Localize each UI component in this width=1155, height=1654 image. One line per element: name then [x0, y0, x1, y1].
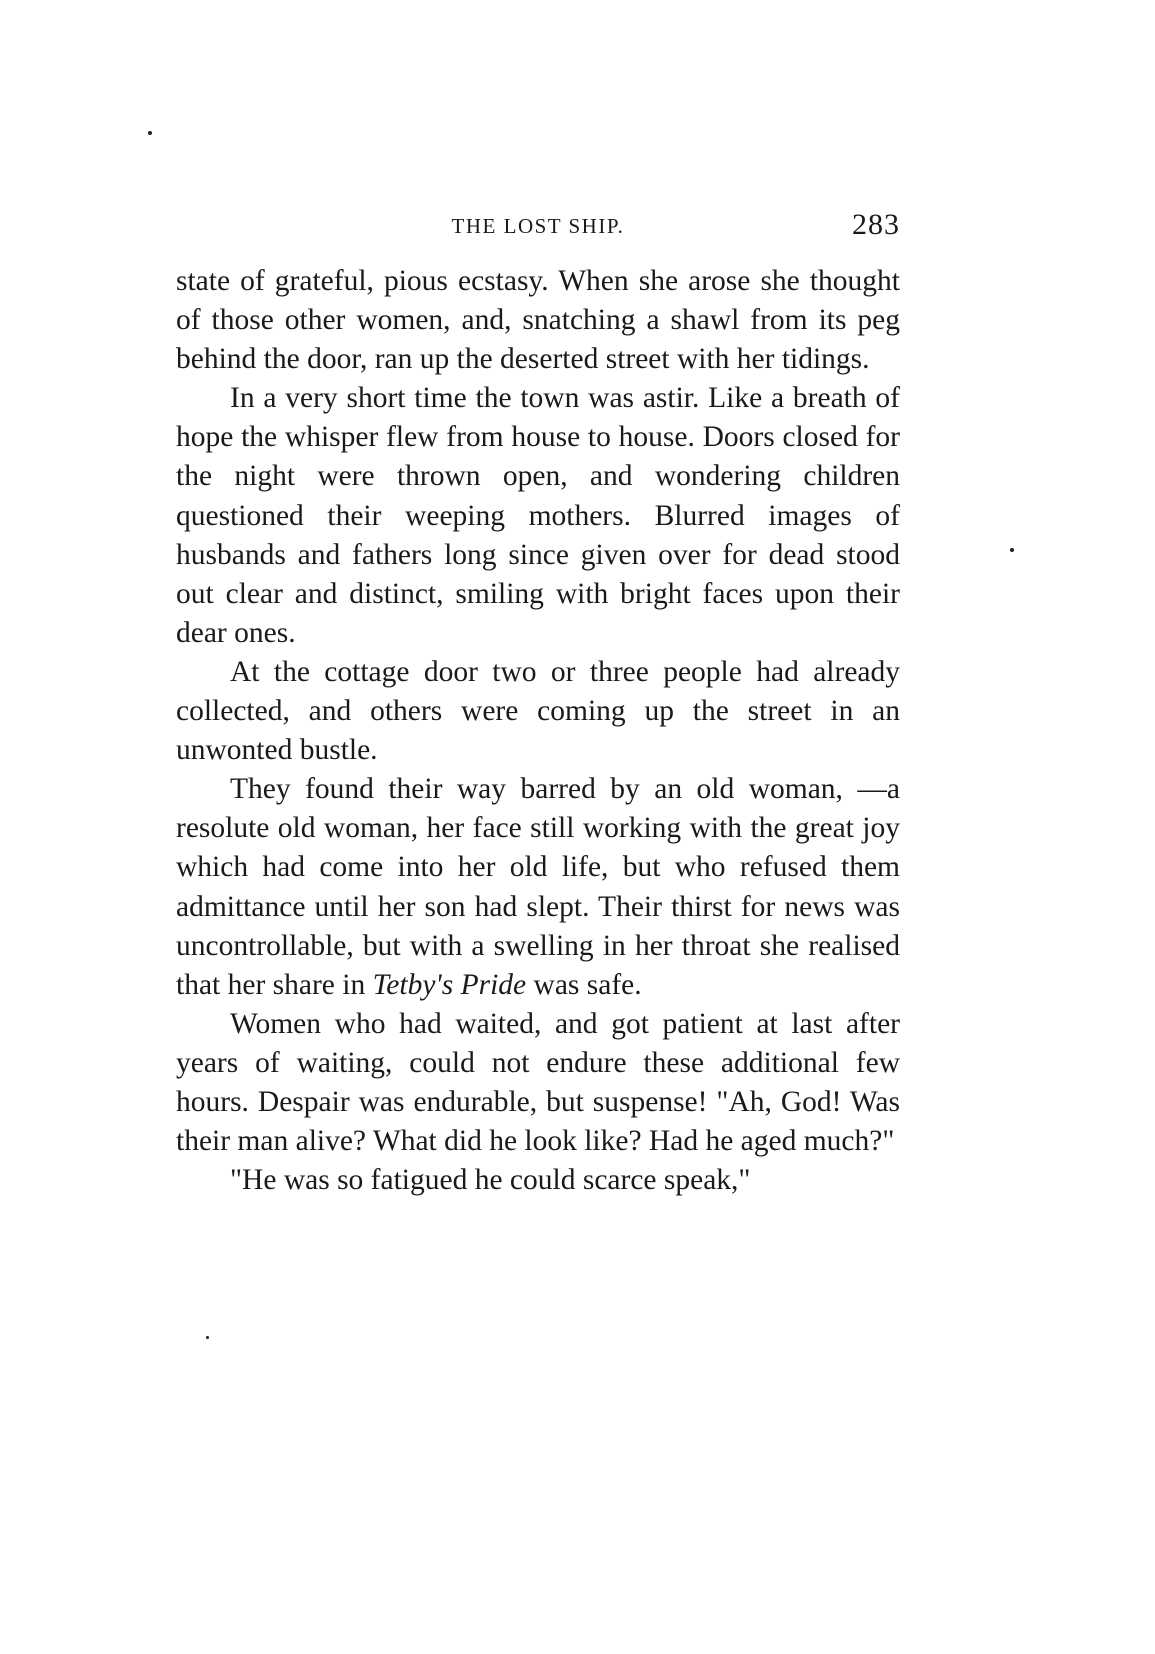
- speck-mark: [1010, 548, 1014, 552]
- running-title: THE LOST SHIP.: [451, 214, 625, 238]
- page-number: 283: [852, 208, 900, 241]
- paragraph: state of grateful, pious ecstasy. When she arose she thought of those other women, and, snatching a shawl from its peg behind the door, ran up the deserted street with her tidings.: [176, 265, 900, 376]
- ship-name: Tetby's Pride: [372, 968, 527, 1001]
- paragraph-tail: was safe.: [526, 968, 642, 1001]
- paragraph: At the cottage door two or three people had already collected, and others were coming up the street in an unwonted bustle.: [176, 655, 900, 767]
- paragraph-text: They found their way barred by an old woman, —a resolute old woman, her face still working with the great joy which had come into her old life, but who refused them admittance until her son had slept. Their thirst for news was uncontrollable, but with a swelling in her throat she realised that her share in: [176, 773, 900, 1001]
- body-text: [176, 262, 900, 1200]
- running-header: [176, 208, 900, 248]
- speck-mark: [148, 131, 152, 135]
- speck-mark: [206, 1336, 209, 1339]
- paragraph: In a very short time the town was astir. Like a breath of hope the whisper flew from house to house. Doors closed for the night were thrown open, and wondering children questioned their weeping mothers. Blurred images of husbands and fathers long since given over for dead stood out clear and distinct, smiling with bright faces upon their dear ones.: [176, 382, 900, 649]
- paragraph: Women who had waited, and got patient at last after years of waiting, could not endure these additional few hours. Despair was endurable, but suspense! "Ah, God! Was their man alive? What did he look like? Had he aged much?": [176, 1007, 900, 1158]
- paragraph: [176, 770, 900, 1005]
- paragraph: "He was so fatigued he could scarce speak,": [230, 1164, 751, 1197]
